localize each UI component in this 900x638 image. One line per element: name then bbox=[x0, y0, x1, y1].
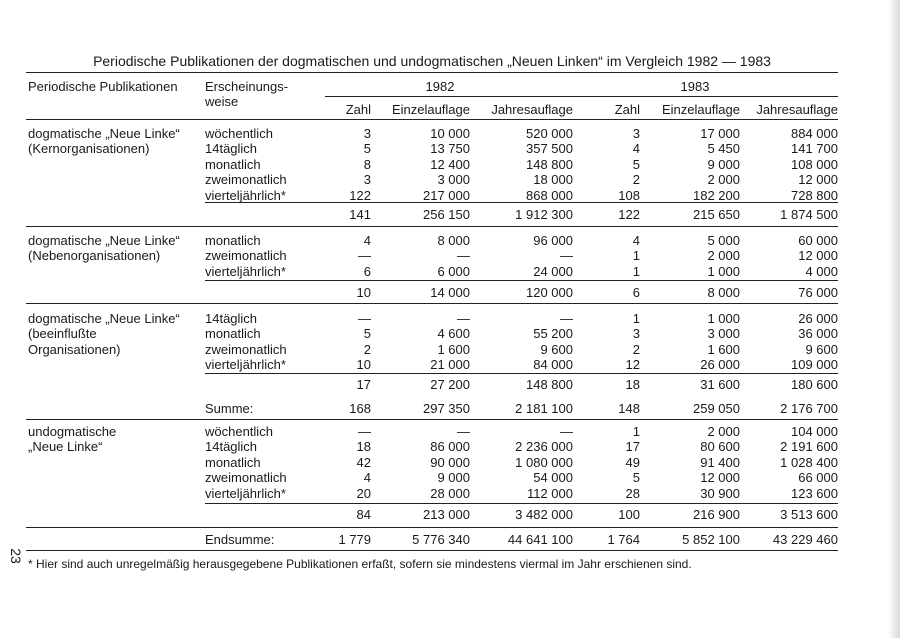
group-2-row-2-value-6: 12 000 bbox=[798, 248, 838, 264]
group-4-end-rule bbox=[26, 527, 838, 528]
header-einzelauflage-1983: Einzelauflage bbox=[661, 102, 740, 117]
header-year-1983: 1983 bbox=[680, 79, 710, 94]
group-2-row-3-erscheinungsweise: vierteljährlich* bbox=[205, 263, 286, 279]
group-2-label-line-2: (Nebenorganisationen) bbox=[28, 248, 161, 264]
group-3-row-2-erscheinungsweise: monatlich bbox=[205, 326, 261, 342]
summe-value-5: 259 050 bbox=[693, 401, 740, 416]
group-3-label-line-1: dogmatische „Neue Linke“ bbox=[28, 311, 180, 326]
group-4-subtotal-value-4: 100 bbox=[618, 507, 640, 522]
group-3-subtotal-value-6: 180 600 bbox=[791, 377, 838, 392]
group-3-row-3-erscheinungsweise: zweimonatlich bbox=[205, 341, 287, 357]
group-3-row-1-value-3: — bbox=[560, 311, 573, 326]
group-1-label-line-2: (Kernorganisationen) bbox=[28, 141, 150, 157]
group-1-subtotal-value-6: 1 874 500 bbox=[780, 207, 838, 222]
group-2-row-1-value-5: 5 000 bbox=[707, 233, 740, 248]
group-1-subtotal-value-1: 141 bbox=[349, 207, 371, 222]
group-1-row-3-value-6: 108 000 bbox=[791, 156, 838, 172]
group-4-row-3-value-5: 91 400 bbox=[700, 454, 740, 470]
table-caption: Periodische Publikationen der dogmatischen und undogmatischen „Neuen Linken“ im Vergleich 1982 — 1983 bbox=[93, 53, 771, 69]
group-1-subtotal-value-4: 122 bbox=[618, 207, 640, 222]
group-4-row-2-erscheinungsweise: 14täglich bbox=[205, 439, 258, 455]
group-1-subtotal-value-2: 256 150 bbox=[423, 207, 470, 222]
header-year-1982: 1982 bbox=[425, 79, 455, 94]
group-1-row-5-value-5: 182 200 bbox=[693, 187, 740, 203]
group-1-row-2-value-1: 5 bbox=[363, 141, 371, 157]
group-3-row-2-value-3: 55 200 bbox=[533, 326, 573, 342]
group-2-row-3-value-2: 6 000 bbox=[437, 263, 470, 279]
group-4-row-1-value-4: 1 bbox=[632, 424, 640, 439]
group-3-row-3-value-5: 1 600 bbox=[707, 341, 740, 357]
group-2-row-1-value-1: 4 bbox=[363, 233, 371, 248]
group-3-row-1-value-6: 26 000 bbox=[798, 311, 838, 326]
group-2-row-2-value-1: — bbox=[358, 248, 371, 264]
group-3-label-line-3: Organisationen) bbox=[28, 341, 121, 357]
rule-top bbox=[26, 72, 838, 73]
group-2-end-rule bbox=[26, 303, 838, 304]
group-3-row-3-value-2: 1 600 bbox=[437, 341, 470, 357]
header-zahl-1982: Zahl bbox=[345, 102, 371, 117]
group-1-row-4-value-5: 2 000 bbox=[707, 172, 740, 188]
group-3-row-4-value-1: 10 bbox=[356, 357, 371, 373]
group-3-subtotal-value-2: 27 200 bbox=[430, 377, 470, 392]
group-3-row-3-value-1: 2 bbox=[363, 341, 371, 357]
group-4-row-4-value-2: 9 000 bbox=[437, 470, 470, 486]
group-1-row-2-value-3: 357 500 bbox=[526, 141, 573, 157]
group-4-row-2-value-4: 17 bbox=[625, 439, 640, 455]
header-jahresauflage-1982: Jahresauflage bbox=[491, 102, 573, 117]
group-1-row-5-value-6: 728 800 bbox=[791, 187, 838, 203]
group-1-row-4-value-4: 2 bbox=[632, 172, 640, 188]
endsumme-value-1: 1 779 bbox=[338, 532, 371, 547]
group-4-subtotal-value-2: 213 000 bbox=[423, 507, 470, 522]
group-2-row-2-value-4: 1 bbox=[632, 248, 640, 264]
group-3-row-4-value-6: 109 000 bbox=[791, 357, 838, 373]
rule-bottom bbox=[26, 550, 838, 551]
group-1-subtotal-rule bbox=[205, 202, 838, 203]
group-4-row-1-value-3: — bbox=[560, 424, 573, 439]
group-4-row-5-erscheinungsweise: vierteljährlich* bbox=[205, 485, 286, 501]
group-4-subtotal-value-1: 84 bbox=[356, 507, 371, 522]
group-1-row-5-value-3: 868 000 bbox=[526, 187, 573, 203]
group-1-row-3-erscheinungsweise: monatlich bbox=[205, 156, 261, 172]
header-erscheinungsweise: Erscheinungs- bbox=[205, 79, 289, 94]
group-3-row-2-value-6: 36 000 bbox=[798, 326, 838, 342]
summe-value-1: 168 bbox=[349, 401, 371, 416]
group-4-row-2-value-5: 80 600 bbox=[700, 439, 740, 455]
group-1-row-5-value-1: 122 bbox=[349, 187, 371, 203]
group-3-row-2-value-1: 5 bbox=[363, 326, 371, 342]
group-4-row-2-value-2: 86 000 bbox=[430, 439, 470, 455]
group-1-row-1-value-4: 3 bbox=[632, 126, 640, 141]
group-3-row-4-value-2: 21 000 bbox=[430, 357, 470, 373]
summe-value-6: 2 176 700 bbox=[780, 401, 838, 416]
group-3-row-1-value-4: 1 bbox=[632, 311, 640, 326]
group-4-row-5-value-1: 20 bbox=[356, 485, 371, 501]
group-2-subtotal-value-6: 76 000 bbox=[798, 285, 838, 300]
summe-value-4: 148 bbox=[618, 401, 640, 416]
endsumme-value-5: 5 852 100 bbox=[682, 532, 740, 547]
group-2-subtotal-value-4: 6 bbox=[632, 285, 640, 300]
group-4-row-4-value-1: 4 bbox=[363, 470, 371, 486]
header-zahl-1983: Zahl bbox=[614, 102, 640, 117]
group-4-row-3-erscheinungsweise: monatlich bbox=[205, 454, 261, 470]
group-1-row-5-value-2: 217 000 bbox=[423, 187, 470, 203]
group-1-row-1-value-3: 520 000 bbox=[526, 126, 573, 141]
group-2-row-2-value-2: — bbox=[457, 248, 470, 264]
group-4-subtotal-value-6: 3 513 600 bbox=[780, 507, 838, 522]
group-3-row-3-value-6: 9 600 bbox=[805, 341, 838, 357]
group-1-row-4-value-3: 18 000 bbox=[533, 172, 573, 188]
group-1-row-4-value-6: 12 000 bbox=[798, 172, 838, 188]
group-1-subtotal-value-3: 1 912 300 bbox=[515, 207, 573, 222]
group-4-row-1-value-5: 2 000 bbox=[707, 424, 740, 439]
group-2-subtotal-rule bbox=[205, 280, 838, 281]
group-2-row-1-erscheinungsweise: monatlich bbox=[205, 233, 261, 248]
group-4-row-4-erscheinungsweise: zweimonatlich bbox=[205, 470, 287, 486]
group-1-row-2-value-5: 5 450 bbox=[707, 141, 740, 157]
group-4-row-5-value-3: 112 000 bbox=[526, 485, 573, 501]
group-4-row-5-value-6: 123 600 bbox=[791, 485, 838, 501]
group-3-row-1-erscheinungsweise: 14täglich bbox=[205, 311, 258, 326]
footnote: * Hier sind auch unregelmäßig herausgegebene Publikationen erfaßt, sofern sie mindestens viermal im Jahr erschienen sind. bbox=[28, 557, 692, 571]
group-4-row-5-value-4: 28 bbox=[625, 485, 640, 501]
group-1-row-2-value-6: 141 700 bbox=[791, 141, 838, 157]
group-3-row-4-value-3: 84 000 bbox=[533, 357, 573, 373]
group-3-row-1-value-1: — bbox=[358, 311, 371, 326]
group-1-row-2-value-4: 4 bbox=[632, 141, 640, 157]
endsumme-label: Endsumme: bbox=[205, 532, 275, 547]
rule-header-bottom bbox=[26, 119, 838, 120]
group-4-subtotal-rule bbox=[205, 503, 838, 504]
endsumme-value-3: 44 641 100 bbox=[507, 532, 573, 547]
group-4-row-3-value-6: 1 028 400 bbox=[780, 454, 838, 470]
group-1-row-3-value-2: 12 400 bbox=[430, 156, 470, 172]
group-4-label-line-1: undogmatische bbox=[28, 424, 117, 439]
group-2-row-1-value-4: 4 bbox=[632, 233, 640, 248]
group-1-row-4-erscheinungsweise: zweimonatlich bbox=[205, 172, 287, 188]
rule-after-summe bbox=[26, 419, 838, 420]
group-1-row-3-value-4: 5 bbox=[632, 156, 640, 172]
endsumme-value-4: 1 764 bbox=[607, 532, 640, 547]
group-1-row-1-value-5: 17 000 bbox=[700, 126, 740, 141]
group-3-label-line-2: (beeinflußte bbox=[28, 326, 97, 342]
group-4-row-1-erscheinungsweise: wöchentlich bbox=[205, 424, 273, 439]
group-3-subtotal-rule bbox=[205, 373, 838, 374]
group-3-subtotal-value-5: 31 600 bbox=[700, 377, 740, 392]
group-2-subtotal-value-1: 10 bbox=[356, 285, 371, 300]
group-1-row-1-value-2: 10 000 bbox=[430, 126, 470, 141]
summe-value-3: 2 181 100 bbox=[515, 401, 573, 416]
group-4-subtotal-value-5: 216 900 bbox=[693, 507, 740, 522]
group-3-row-4-value-4: 12 bbox=[625, 357, 640, 373]
group-1-subtotal-value-5: 215 650 bbox=[693, 207, 740, 222]
group-1-end-rule bbox=[26, 226, 838, 227]
group-1-row-1-value-1: 3 bbox=[363, 126, 371, 141]
group-3-row-2-value-4: 3 bbox=[632, 326, 640, 342]
group-2-row-3-value-1: 6 bbox=[363, 263, 371, 279]
group-1-row-5-value-4: 108 bbox=[618, 187, 640, 203]
group-1-row-3-value-1: 8 bbox=[363, 156, 371, 172]
group-3-row-3-value-3: 9 600 bbox=[540, 341, 573, 357]
group-4-row-3-value-1: 42 bbox=[356, 454, 371, 470]
group-4-row-1-value-6: 104 000 bbox=[791, 424, 838, 439]
group-2-row-2-value-3: — bbox=[560, 248, 573, 264]
group-3-row-4-value-5: 26 000 bbox=[700, 357, 740, 373]
header-erscheinungsweise-line2: weise bbox=[205, 94, 239, 109]
group-4-row-2-value-3: 2 236 000 bbox=[515, 439, 573, 455]
group-4-row-3-value-3: 1 080 000 bbox=[515, 454, 573, 470]
group-3-subtotal-value-4: 18 bbox=[625, 377, 640, 392]
group-4-row-4-value-3: 54 000 bbox=[533, 470, 573, 486]
rule-year-header bbox=[325, 96, 838, 97]
group-2-subtotal-value-2: 14 000 bbox=[430, 285, 470, 300]
group-2-row-3-value-3: 24 000 bbox=[533, 263, 573, 279]
group-4-row-3-value-4: 49 bbox=[625, 454, 640, 470]
group-2-row-3-value-5: 1 000 bbox=[707, 263, 740, 279]
endsumme-value-6: 43 229 460 bbox=[772, 532, 838, 547]
page-number: 23 bbox=[8, 548, 24, 564]
group-2-label-line-1: dogmatische „Neue Linke“ bbox=[28, 233, 180, 248]
endsumme-value-2: 5 776 340 bbox=[412, 532, 470, 547]
summe-value-2: 297 350 bbox=[423, 401, 470, 416]
group-2-row-3-value-6: 4 000 bbox=[805, 263, 838, 279]
group-4-subtotal-value-3: 3 482 000 bbox=[515, 507, 573, 522]
summe-label: Summe: bbox=[205, 401, 254, 416]
group-4-row-5-value-5: 30 900 bbox=[700, 485, 740, 501]
group-1-row-5-erscheinungsweise: vierteljährlich* bbox=[205, 187, 286, 203]
group-4-row-4-value-5: 12 000 bbox=[700, 470, 740, 486]
group-3-row-4-erscheinungsweise: vierteljährlich* bbox=[205, 357, 286, 373]
group-1-row-4-value-2: 3 000 bbox=[437, 172, 470, 188]
group-2-subtotal-value-3: 120 000 bbox=[526, 285, 573, 300]
header-einzelauflage-1982: Einzelauflage bbox=[391, 102, 470, 117]
group-1-row-3-value-3: 148 800 bbox=[526, 156, 573, 172]
group-3-subtotal-value-3: 148 800 bbox=[526, 377, 573, 392]
group-4-row-2-value-6: 2 191 600 bbox=[780, 439, 838, 455]
group-3-row-1-value-2: — bbox=[457, 311, 470, 326]
group-2-row-2-value-5: 2 000 bbox=[707, 248, 740, 264]
group-2-row-1-value-6: 60 000 bbox=[798, 233, 838, 248]
group-3-row-2-value-2: 4 600 bbox=[437, 326, 470, 342]
group-2-row-2-erscheinungsweise: zweimonatlich bbox=[205, 248, 287, 264]
group-3-row-2-value-5: 3 000 bbox=[707, 326, 740, 342]
group-3-row-1-value-5: 1 000 bbox=[707, 311, 740, 326]
group-4-row-4-value-6: 66 000 bbox=[798, 470, 838, 486]
group-2-subtotal-value-5: 8 000 bbox=[707, 285, 740, 300]
group-3-row-3-value-4: 2 bbox=[632, 341, 640, 357]
group-2-row-1-value-2: 8 000 bbox=[437, 233, 470, 248]
group-1-row-4-value-1: 3 bbox=[363, 172, 371, 188]
header-periodische-publikationen: Periodische Publikationen bbox=[28, 79, 178, 94]
group-1-row-1-erscheinungsweise: wöchentlich bbox=[205, 126, 273, 141]
header-jahresauflage-1983: Jahresauflage bbox=[756, 102, 838, 117]
group-4-row-1-value-2: — bbox=[457, 424, 470, 439]
group-4-label-line-2: „Neue Linke“ bbox=[28, 439, 103, 455]
group-2-row-1-value-3: 96 000 bbox=[533, 233, 573, 248]
group-4-row-3-value-2: 90 000 bbox=[430, 454, 470, 470]
group-4-row-4-value-4: 5 bbox=[632, 470, 640, 486]
group-1-row-2-erscheinungsweise: 14täglich bbox=[205, 141, 258, 157]
group-1-row-3-value-5: 9 000 bbox=[707, 156, 740, 172]
group-1-label-line-1: dogmatische „Neue Linke“ bbox=[28, 126, 180, 141]
page-edge-shadow bbox=[888, 0, 900, 638]
group-4-row-2-value-1: 18 bbox=[356, 439, 371, 455]
group-3-subtotal-value-1: 17 bbox=[356, 377, 371, 392]
group-4-row-1-value-1: — bbox=[358, 424, 371, 439]
group-1-row-2-value-2: 13 750 bbox=[430, 141, 470, 157]
group-2-row-3-value-4: 1 bbox=[632, 263, 640, 279]
group-4-row-5-value-2: 28 000 bbox=[430, 485, 470, 501]
group-1-row-1-value-6: 884 000 bbox=[791, 126, 838, 141]
